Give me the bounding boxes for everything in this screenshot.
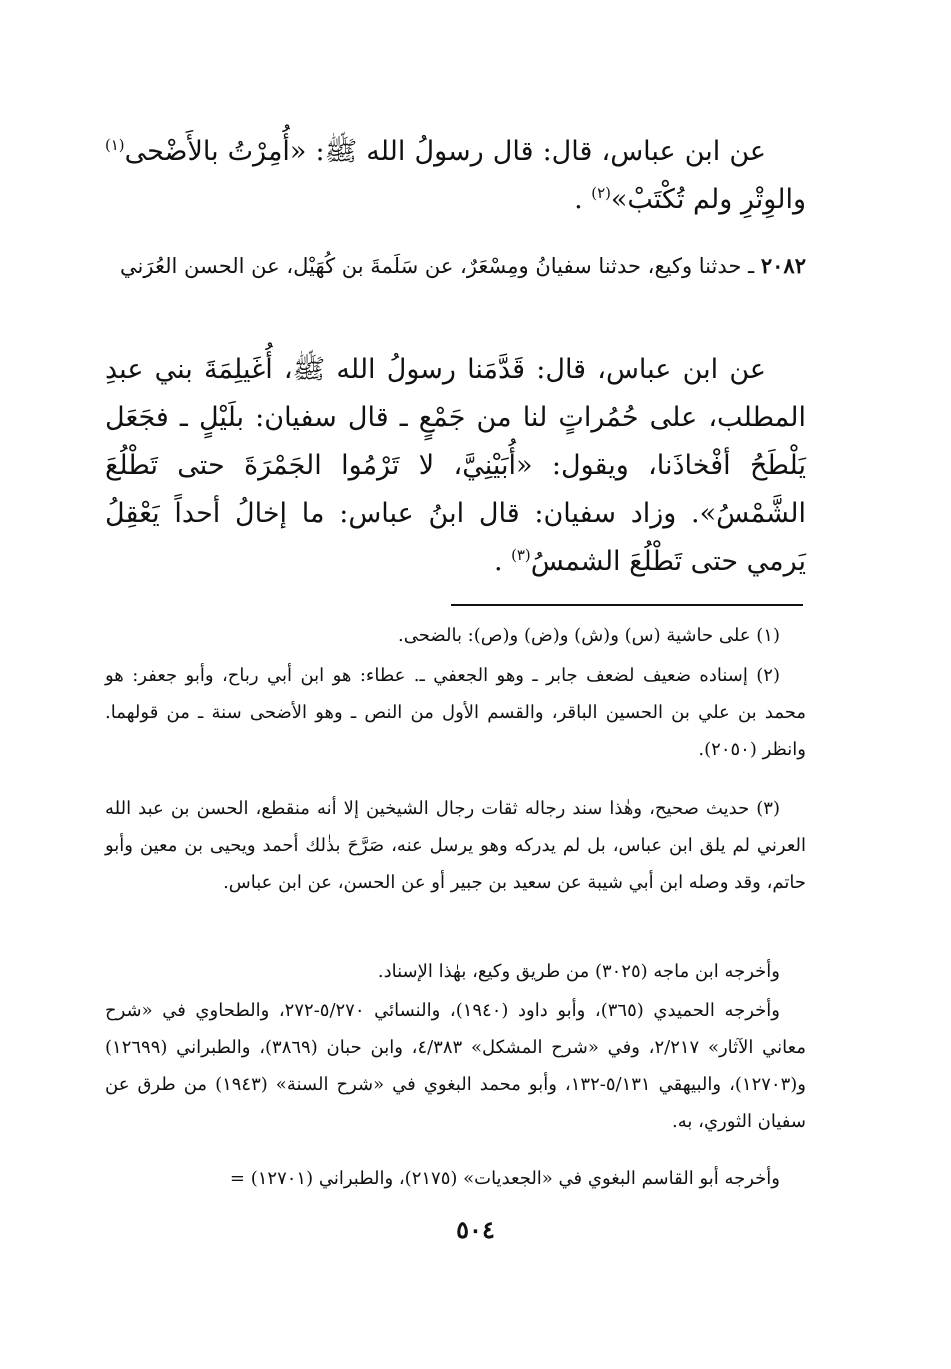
footnote-1: (١) على حاشية (س) و(ش) و(ض) و(ص): بالضحى. — [398, 625, 780, 646]
hadith-number: ٢٠٨٢ — [760, 253, 806, 278]
hadith-2081-body-cont: والوِتْرِ ولم تُكْتَبْ» — [610, 184, 806, 215]
hadith-2082-body: عن ابن عباس، قال: قَدَّمَنا رسولُ الله ﷺ، أُغَيلِمَةَ بني عبدِ المطلب، على حُمُراتٍ لنا من جَمْعٍ ـ قال سفيان: بلَيْلٍ ـ فجَعَل يَلْطَحُ أفْخاذَنا، ويقول: «أُبَيْنِيَّ، لا تَرْمُوا الجَمْرَةَ حتى تَطْلُعَ الشَّمْسُ». وزاد سفيان: قال ابنُ عباس: ما إخالُ أحداً يَعْقِلُ يَرمي حتى تَطْلُعَ الشمسُ — [105, 354, 806, 577]
hadith-2081-end: . — [574, 184, 583, 215]
footnote-2: (٢) إسناده ضعيف لضعف جابر ـ وهو الجعفي ـ. عطاء: هو ابن أبي رباح، وأبو جعفر: هو محمد بن علي بن الحسين الباقر، والقسم الأول من النص ـ وهو الأضحى سنة ـ من قولهما. وانظر (٢٠٥٠). — [105, 665, 806, 760]
footnote-ref-3: (٣) — [511, 546, 531, 564]
footnote-ref-1: (١) — [105, 136, 125, 154]
hadith-2081-body: عن ابن عباس، قال: قال رسولُ الله ﷺ: «أُمِرْتُ بالأَضْحى — [124, 136, 766, 167]
takhrij-1: وأخرجه ابن ماجه (٣٠٢٥) من طريق وكيع، بهٰذا الإسناد. — [377, 961, 780, 982]
footnote-separator — [451, 604, 803, 606]
hadith-2082-text — [105, 346, 806, 586]
takhrij-2: وأخرجه الحميدي (٣٦٥)، وأبو داود (١٩٤٠)، والنسائي ٥/٢٧٠-٢٧٢، والطحاوي في «شرح معاني الآثار» ٢/٢١٧، وفي «شرح المشكل» ٤/٣٨٣، وابن حبان (٣٨٦٩)، والطبراني (١٢٦٩٩) و(١٢٧٠٣)، والبيهقي ٥/١٣١-١٣٢، وأبو محمد البغوي في «شرح السنة» (١٩٤٣) من طرق عن سفيان الثوري، به. — [105, 1000, 806, 1132]
footnote-ref-2: (٢) — [591, 184, 611, 202]
footnote-3: (٣) حديث صحيح، وهٰذا سند رجاله ثقات رجال الشيخين إلا أنه منقطع، الحسن بن عبد الله العرني لم يلق ابن عباس، بل لم يدركه وهو يرسل عنه، صَرَّحَ بذٰلك أحمد ويحيى بن معين وأبو حاتم، وقد وصله ابن أبي شيبة عن سعيد بن جبير أو عن الحسن، عن ابن عباس. — [105, 798, 806, 893]
hadith-2082-end: . — [493, 546, 503, 577]
hadith-2082-chain — [105, 246, 806, 286]
hadith-2081-text — [105, 128, 806, 224]
page-number: ٥٠٤ — [456, 1215, 495, 1244]
hadith-2082-isnad: ـ حدثنا وكيع، حدثنا سفيانُ ومِسْعَرٌ، عن سَلَمةَ بن كُهَيْل، عن الحسن العُرَني — [120, 254, 755, 278]
takhrij-3: وأخرجه أبو القاسم البغوي في «الجعديات» (٢١٧٥)، والطبراني (١٢٧٠١) = — [229, 1168, 780, 1189]
